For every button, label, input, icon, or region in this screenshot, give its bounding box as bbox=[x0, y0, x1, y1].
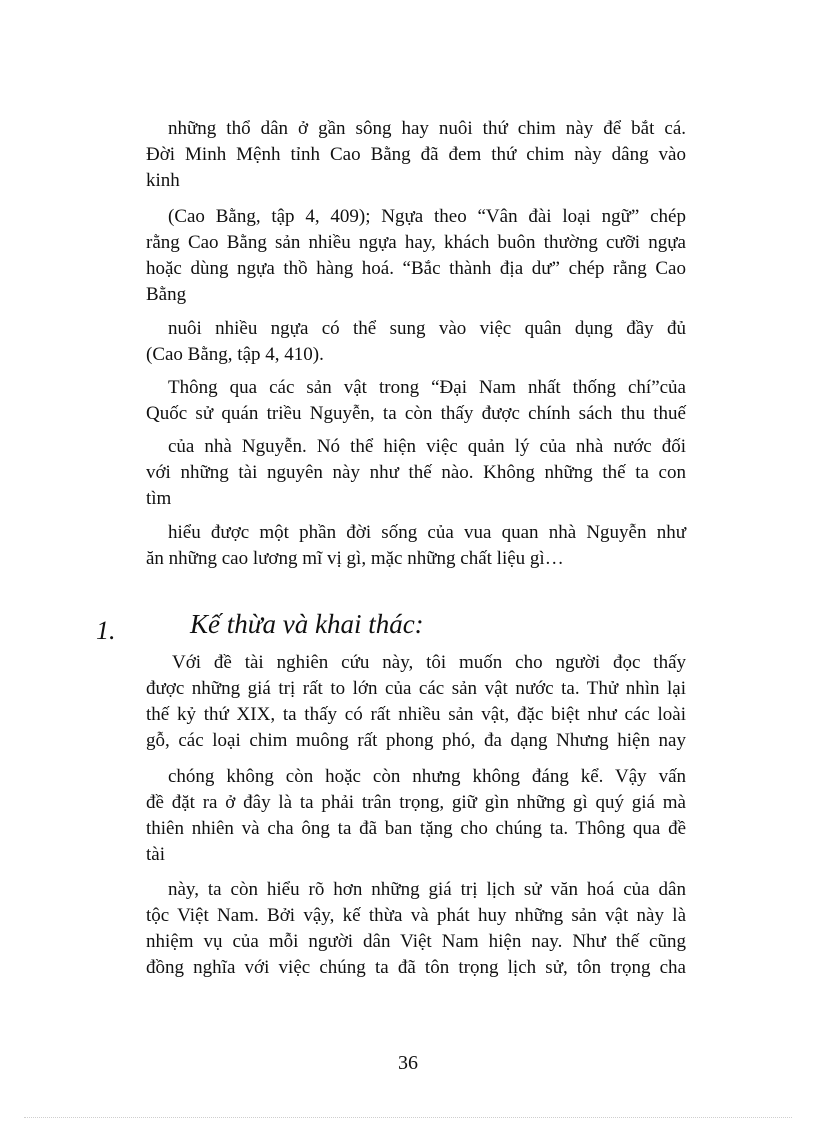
text-line: thiên nhiên và cha ông ta đã ban tặng cho chúng ta. Thông qua đề bbox=[146, 818, 686, 839]
paragraph bbox=[146, 375, 686, 427]
text-line: tài bbox=[146, 844, 165, 865]
text-line: (Cao Bằng, tập 4, 410). bbox=[146, 344, 324, 365]
text-line: thế kỷ thứ XIX, ta thấy có rất nhiều sản vật, đặc biệt như các loài bbox=[146, 704, 686, 725]
paragraph bbox=[146, 316, 686, 368]
text-line: đồng nghĩa với việc chúng ta đã tôn trọng lịch sử, tôn trọng cha bbox=[146, 957, 686, 978]
text-line: Bằng bbox=[146, 284, 187, 305]
text-line: nhiệm vụ của mỗi người dân Việt Nam hiện nay. Như thế cũng bbox=[146, 931, 686, 952]
text-line: ăn những cao lương mĩ vị gì, mặc những chất liệu gì… bbox=[146, 548, 564, 569]
text-line: gỗ, các loại chim muông rất phong phó, đa dạng Nhưng hiện nay bbox=[146, 730, 686, 751]
paragraph bbox=[146, 764, 686, 868]
paragraph bbox=[146, 204, 686, 308]
paragraph bbox=[146, 650, 686, 754]
page-number: 36 bbox=[398, 1052, 418, 1074]
text-line: những thổ dân ở gần sông hay nuôi thứ chim này để bắt cá. bbox=[168, 118, 686, 139]
text-line: Quốc sử quán triều Nguyễn, ta còn thấy được chính sách thu thuế bbox=[146, 403, 686, 424]
text-line: đề đặt ra ở đây là ta phải trân trọng, giữ gìn những gì quý giá mà bbox=[146, 792, 686, 813]
text-line: này, ta còn hiểu rõ hơn những giá trị lịch sử văn hoá của dân bbox=[168, 879, 686, 900]
text-line: tìm bbox=[146, 488, 172, 509]
text-line: Với đề tài nghiên cứu này, tôi muốn cho người đọc thấy bbox=[172, 652, 686, 673]
text-line: Thông qua các sản vật trong “Đại Nam nhất thống chí”của bbox=[168, 377, 686, 398]
text-line: được những giá trị rất to lớn của các sản vật nước ta. Thử nhìn lại bbox=[146, 678, 686, 699]
text-line: với những tài nguyên này như thế nào. Không những thế ta con bbox=[146, 462, 686, 483]
text-line: rằng Cao Bằng sản nhiều ngựa hay, khách buôn thường cưỡi ngựa bbox=[146, 232, 686, 253]
paragraph bbox=[146, 520, 686, 572]
paragraph bbox=[146, 434, 686, 512]
section-number: 1. bbox=[96, 616, 116, 645]
text-line: nuôi nhiều ngựa có thể sung vào việc quân dụng đầy đủ bbox=[168, 318, 686, 339]
text-line: của nhà Nguyễn. Nó thể hiện việc quản lý của nhà nước đối bbox=[168, 436, 686, 457]
text-line: hoặc dùng ngựa thồ hàng hoá. “Bắc thành địa dư” chép rằng Cao bbox=[146, 258, 686, 279]
text-line: hiểu được một phần đời sống của vua quan nhà Nguyễn như bbox=[168, 522, 686, 543]
page-bottom-divider bbox=[24, 1117, 792, 1118]
paragraph bbox=[146, 877, 686, 981]
section-title: Kế thừa và khai thác: bbox=[190, 609, 424, 639]
text-line: chóng không còn hoặc còn nhưng không đáng kể. Vậy vấn bbox=[168, 766, 686, 787]
text-line: tộc Việt Nam. Bởi vậy, kế thừa và phát huy những sản vật này là bbox=[146, 905, 686, 926]
text-line: (Cao Bằng, tập 4, 409); Ngựa theo “Vân đài loại ngữ” chép bbox=[168, 206, 686, 227]
text-line: Đời Minh Mệnh tỉnh Cao Bằng đã đem thứ chim này dâng vào bbox=[146, 144, 686, 165]
text-line: kinh bbox=[146, 170, 180, 191]
paragraph bbox=[146, 116, 686, 194]
